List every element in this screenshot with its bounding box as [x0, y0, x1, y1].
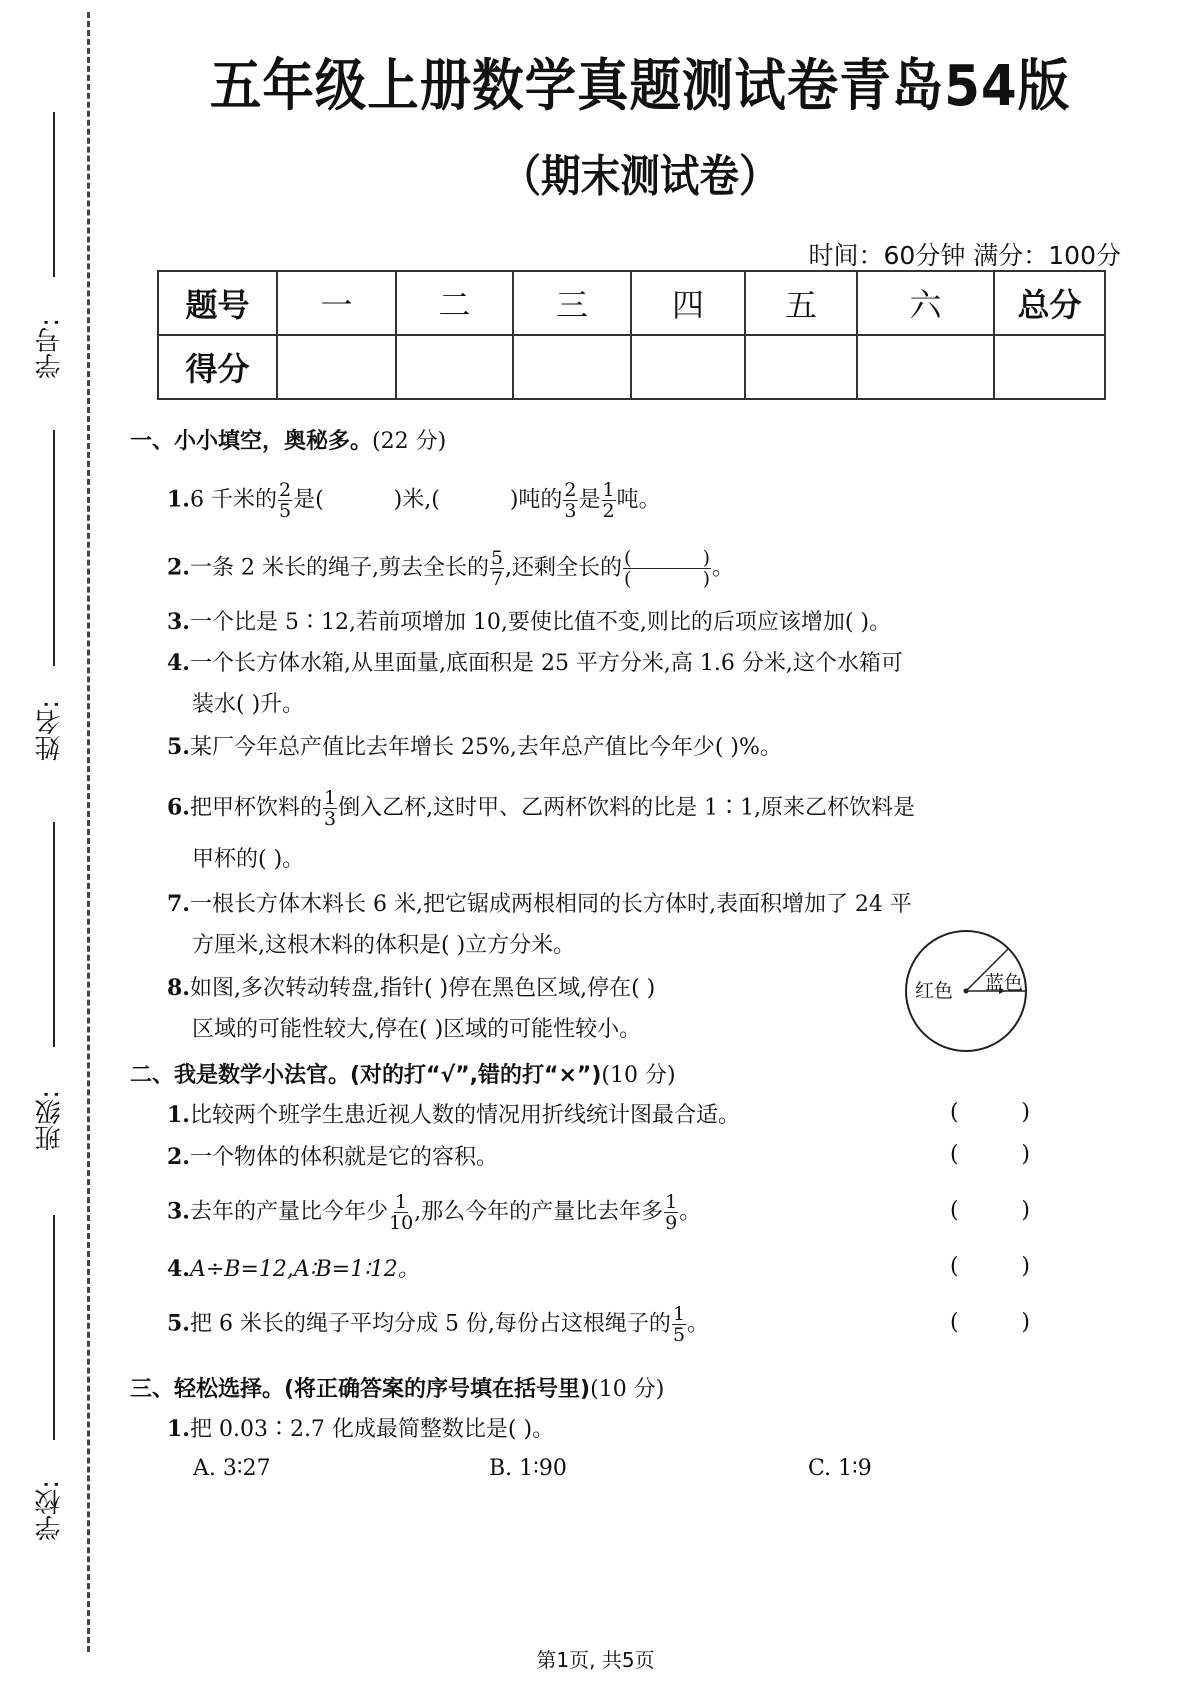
q-text: 某厂今年总产值比去年增长 25%,去年总产值比今年少( )%。 — [189, 735, 782, 760]
score-cell-1[interactable] — [277, 335, 396, 399]
q-text: 吨。 — [616, 487, 661, 513]
section-2-heading — [130, 1058, 676, 1089]
s1-question-7-cont: 方厘米,这根木料的体积是( )立方分米。 — [192, 933, 576, 958]
bracket: ) — [1021, 1310, 1030, 1335]
bracket: ) — [1021, 1142, 1030, 1167]
bracket: ) — [1021, 1254, 1030, 1279]
s1-question-5 — [167, 732, 782, 763]
q-text: 如图,多次转动转盘,指针( )停在黑色区域,停在( ) — [189, 976, 656, 1001]
s2-question-3 — [167, 1192, 701, 1233]
denominator: 7 — [490, 568, 504, 590]
question-number-row — [158, 271, 1105, 335]
fraction — [664, 1192, 678, 1233]
bracket: ) — [1021, 1100, 1030, 1125]
spinner-label-red: 红色 — [915, 980, 954, 1002]
s1-question-4-cont: 装水( )升。 — [192, 692, 305, 717]
q-text: 一个长方体水箱,从里面量,底面积是 25 平方分米,高 1.6 分米,这个水箱可 — [189, 651, 903, 676]
student-id-label: 学号: — [35, 318, 65, 379]
q-text: 。 — [679, 1199, 702, 1225]
q-number: 4. — [167, 650, 190, 676]
col-header-2: 二 — [396, 271, 513, 335]
denominator: 5 — [278, 500, 292, 522]
section-3-heading — [130, 1372, 664, 1403]
numerator: 1 — [665, 1191, 678, 1213]
q-number: 1. — [167, 1416, 190, 1442]
q-text: 一根长方体木料长 6 米,把它锯成两根相同的长方体时,表面积增加了 24 平 — [189, 892, 912, 917]
option-a[interactable]: A. 3∶27 — [193, 1456, 271, 1481]
class-line — [53, 822, 55, 1047]
col-header-1: 一 — [277, 271, 396, 335]
fraction — [490, 548, 504, 589]
col-header-4: 四 — [631, 271, 745, 335]
judge-bracket-3[interactable] — [950, 1198, 1030, 1223]
q-text: 倒入乙杯,这时甲、乙两杯饮料的比是 1∶1,原来乙杯饮料是 — [338, 795, 916, 821]
option-c[interactable]: C. 1∶9 — [808, 1456, 872, 1481]
q-number: 7. — [167, 891, 190, 917]
q-text: 比较两个班学生患近视人数的情况用折线统计图最合适。 — [189, 1103, 740, 1128]
numerator: 1 — [395, 1191, 408, 1213]
q-text: 去年的产量比今年少 — [189, 1199, 388, 1225]
score-cell-5[interactable] — [745, 335, 857, 399]
col-header-total: 总分 — [994, 271, 1105, 335]
q-text: A÷B=12,A∶B=1∶12。 — [189, 1257, 420, 1282]
judge-bracket-2[interactable] — [950, 1142, 1030, 1167]
q-text: 把甲杯饮料的 — [189, 795, 322, 821]
q-text: )吨的 — [509, 487, 563, 513]
bracket: ) — [1021, 1198, 1030, 1223]
numerator: 2 — [278, 479, 292, 501]
section-1-heading — [130, 424, 446, 455]
score-cell-4[interactable] — [631, 335, 745, 399]
section-1-points: (22 分) — [372, 429, 447, 454]
row-label-score: 得分 — [158, 335, 277, 399]
q-text: 是( — [293, 487, 324, 513]
q-text: 6 千米的 — [189, 487, 277, 513]
score-cell-3[interactable] — [513, 335, 631, 399]
option-b[interactable]: B. 1∶90 — [489, 1456, 567, 1481]
numerator-blank: ( ) — [624, 547, 711, 569]
denominator: 2 — [602, 500, 615, 522]
bracket: ( — [950, 1254, 959, 1279]
page-subtitle: （期末测试卷） — [501, 151, 779, 202]
col-header-3: 三 — [513, 271, 631, 335]
s1-question-7 — [167, 889, 912, 920]
s1-question-1 — [167, 480, 661, 521]
q-number: 1. — [167, 1102, 190, 1128]
s2-question-2 — [167, 1142, 498, 1173]
student-id-line — [53, 112, 55, 277]
q-number: 3. — [167, 609, 190, 635]
spinner-label-blue: 蓝色 — [985, 972, 1024, 994]
time-score-info: 时间：60分钟 满分：100分 — [808, 241, 1121, 270]
s2-question-4 — [167, 1254, 420, 1285]
q-number: 3. — [167, 1198, 190, 1225]
fraction — [389, 1192, 413, 1233]
row-label-question: 题号 — [158, 271, 277, 335]
score-cell-2[interactable] — [396, 335, 513, 399]
q-text: ,还剩全长的 — [505, 555, 623, 581]
q-number: 5. — [167, 734, 190, 760]
section-2-points: (10 分) — [601, 1063, 676, 1088]
q-number: 2. — [167, 1144, 190, 1170]
s2-question-1 — [167, 1100, 740, 1131]
cut-line — [87, 12, 90, 1652]
q-text: 一条 2 米长的绳子,剪去全长的 — [189, 555, 489, 581]
fraction — [323, 788, 337, 829]
bracket: ( — [950, 1100, 959, 1125]
s1-question-8 — [167, 973, 655, 1004]
bracket: ( — [950, 1198, 959, 1223]
q-text: ,那么今年的产量比去年多 — [414, 1199, 664, 1225]
q-number: 8. — [167, 975, 190, 1001]
fraction — [278, 480, 292, 521]
s1-question-2 — [167, 548, 734, 589]
judge-bracket-1[interactable] — [950, 1100, 1030, 1125]
q-text: 。 — [712, 555, 735, 581]
col-header-6: 六 — [857, 271, 994, 335]
q-text: )米,( — [393, 487, 440, 513]
q-text: 是 — [578, 487, 601, 513]
spinner-figure — [903, 928, 1029, 1058]
col-header-5: 五 — [745, 271, 857, 335]
q-number: 4. — [167, 1256, 190, 1282]
q-number: 2. — [167, 554, 190, 581]
s1-question-6-cont: 甲杯的( )。 — [192, 847, 305, 872]
denominator: 3 — [564, 500, 577, 522]
fraction-answer-blank[interactable] — [623, 548, 711, 589]
bracket: ( — [950, 1310, 959, 1335]
q-text: 一个物体的体积就是它的容积。 — [189, 1145, 498, 1170]
score-cell-total[interactable] — [994, 335, 1105, 399]
s1-question-6 — [167, 788, 915, 829]
section-3-points: (10 分) — [590, 1377, 665, 1402]
score-table — [157, 270, 1106, 400]
denominator: 3 — [323, 808, 337, 830]
score-row — [158, 335, 1105, 399]
section-1-title: 一、小小填空，奥秘多。 — [130, 429, 373, 454]
denominator: 5 — [672, 1324, 686, 1346]
class-label: 班级: — [35, 1090, 65, 1151]
section-2-title: 二、我是数学小法官。(对的打“√”,错的打“×”) — [130, 1063, 602, 1088]
numerator: 2 — [564, 479, 577, 501]
section-3-title: 三、轻松选择。(将正确答案的序号填在括号里) — [130, 1377, 591, 1402]
numerator: 5 — [490, 547, 504, 569]
denominator: 10 — [388, 1212, 414, 1234]
q-text: 。 — [687, 1311, 710, 1337]
judge-bracket-4[interactable] — [950, 1254, 1030, 1279]
numerator: 1 — [323, 787, 337, 809]
judge-bracket-5[interactable] — [950, 1310, 1030, 1335]
numerator: 1 — [602, 479, 615, 501]
fraction — [563, 480, 577, 521]
s1-question-8-cont: 区域的可能性较大,停在( )区域的可能性较小。 — [192, 1017, 642, 1042]
q-number: 6. — [167, 794, 190, 821]
school-label: 学校: — [35, 1480, 65, 1541]
name-line — [53, 430, 55, 666]
s3-question-1 — [167, 1414, 554, 1445]
page-title: 五年级上册数学真题测试卷青岛54版 — [209, 54, 1071, 119]
q-text: 把 6 米长的绳子平均分成 5 份,每份占这根绳子的 — [189, 1311, 671, 1337]
q-number: 5. — [167, 1310, 190, 1337]
numerator: 1 — [672, 1303, 686, 1325]
fraction — [672, 1304, 686, 1345]
school-line — [53, 1215, 55, 1440]
q-text: 把 0.03∶2.7 化成最简整数比是( )。 — [189, 1417, 555, 1442]
score-cell-6[interactable] — [857, 335, 994, 399]
q-number: 1. — [167, 486, 190, 513]
denominator: 9 — [665, 1212, 678, 1234]
s1-question-4 — [167, 648, 903, 679]
bracket: ( — [950, 1142, 959, 1167]
q-text: 一个比是 5∶12,若前项增加 10,要使比值不变,则比的后项应该增加( )。 — [189, 610, 892, 635]
name-label: 姓名: — [35, 700, 65, 761]
denominator-blank: ( ) — [624, 568, 711, 590]
s1-question-3 — [167, 607, 891, 638]
s2-question-5 — [167, 1304, 709, 1345]
page-indicator: 第1页, 共5页 — [536, 1648, 655, 1672]
fraction — [602, 480, 616, 521]
